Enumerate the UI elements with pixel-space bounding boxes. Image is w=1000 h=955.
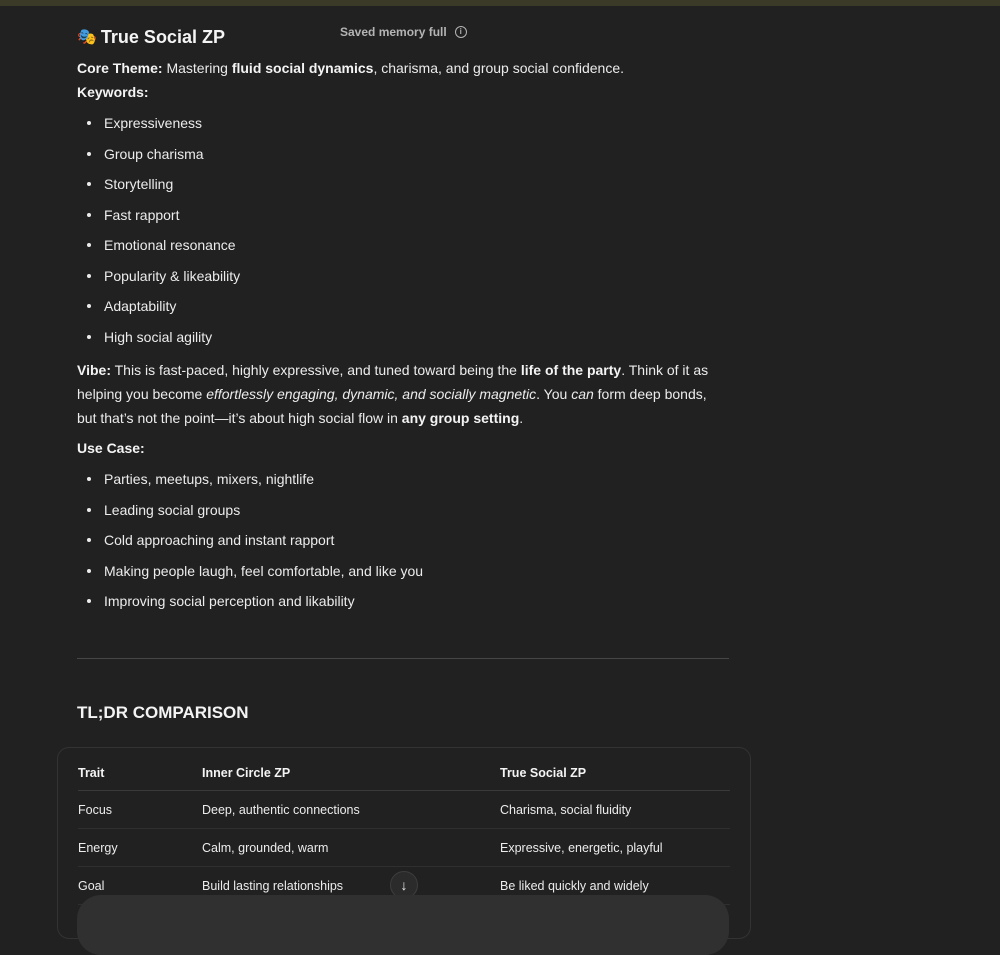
- divider: [77, 658, 729, 659]
- list-item: Group charisma: [77, 139, 729, 170]
- usecase-list: [77, 464, 729, 617]
- theater-masks-icon: 🎭: [77, 29, 97, 46]
- list-item: Cold approaching and instant rapport: [77, 525, 729, 556]
- list-item: Fast rapport: [77, 200, 729, 231]
- top-accent-bar: [0, 0, 1000, 6]
- table-header: Inner Circle ZP: [202, 756, 500, 791]
- table-cell: Expressive, energetic, playful: [500, 829, 730, 867]
- section-title-text: True Social ZP: [100, 26, 225, 47]
- table-cell: Be liked quickly and widely: [500, 867, 730, 905]
- table-row: [78, 791, 730, 829]
- comparison-heading: TL;DR COMPARISON: [77, 703, 249, 722]
- keywords-label: Keywords:: [77, 84, 149, 100]
- table-cell: Focus: [78, 791, 202, 829]
- vibe-paragraph: Vibe: This is fast-paced, highly expressive, and tuned toward being the life of the party. Think of it as helping you become effortlessly engaging, dynamic, and socially magnetic. You can form deep bonds, but that’s not the point—it’s about high social flow in any group setting.: [77, 362, 709, 426]
- info-icon[interactable]: i: [455, 26, 467, 38]
- table-header: Trait: [78, 756, 202, 791]
- table-cell: Deep, authentic connections: [202, 791, 500, 829]
- list-item: Popularity & likeability: [77, 261, 729, 292]
- list-item: Leading social groups: [77, 495, 729, 526]
- list-item: Making people laugh, feel comfortable, and like you: [77, 556, 729, 587]
- list-item: Emotional resonance: [77, 230, 729, 261]
- memory-status-text: Saved memory full: [340, 25, 447, 39]
- table-row: [78, 829, 730, 867]
- message-composer[interactable]: [77, 895, 729, 955]
- table-header: True Social ZP: [500, 756, 730, 791]
- memory-status[interactable]: [340, 25, 467, 39]
- table-header-row: [78, 756, 730, 791]
- table-cell: Build lasting relationships: [202, 867, 500, 905]
- table-cell: Charisma, social fluidity: [500, 791, 730, 829]
- core-theme: Core Theme: Mastering fluid social dynamics, charisma, and group social confidence.: [77, 60, 625, 76]
- list-item: Parties, meetups, mixers, nightlife: [77, 464, 729, 495]
- section-title: [77, 27, 225, 48]
- usecase-label: Use Case:: [77, 440, 145, 456]
- keywords-list: [77, 108, 729, 352]
- table-cell: Goal: [78, 867, 202, 905]
- list-item: Improving social perception and likability: [77, 586, 729, 617]
- table-cell: Energy: [78, 829, 202, 867]
- table-cell: Calm, grounded, warm: [202, 829, 500, 867]
- list-item: Expressiveness: [77, 108, 729, 139]
- list-item: High social agility: [77, 322, 729, 353]
- arrow-down-icon: ↓: [400, 877, 408, 893]
- list-item: Adaptability: [77, 291, 729, 322]
- message-content: [77, 26, 729, 617]
- list-item: Storytelling: [77, 169, 729, 200]
